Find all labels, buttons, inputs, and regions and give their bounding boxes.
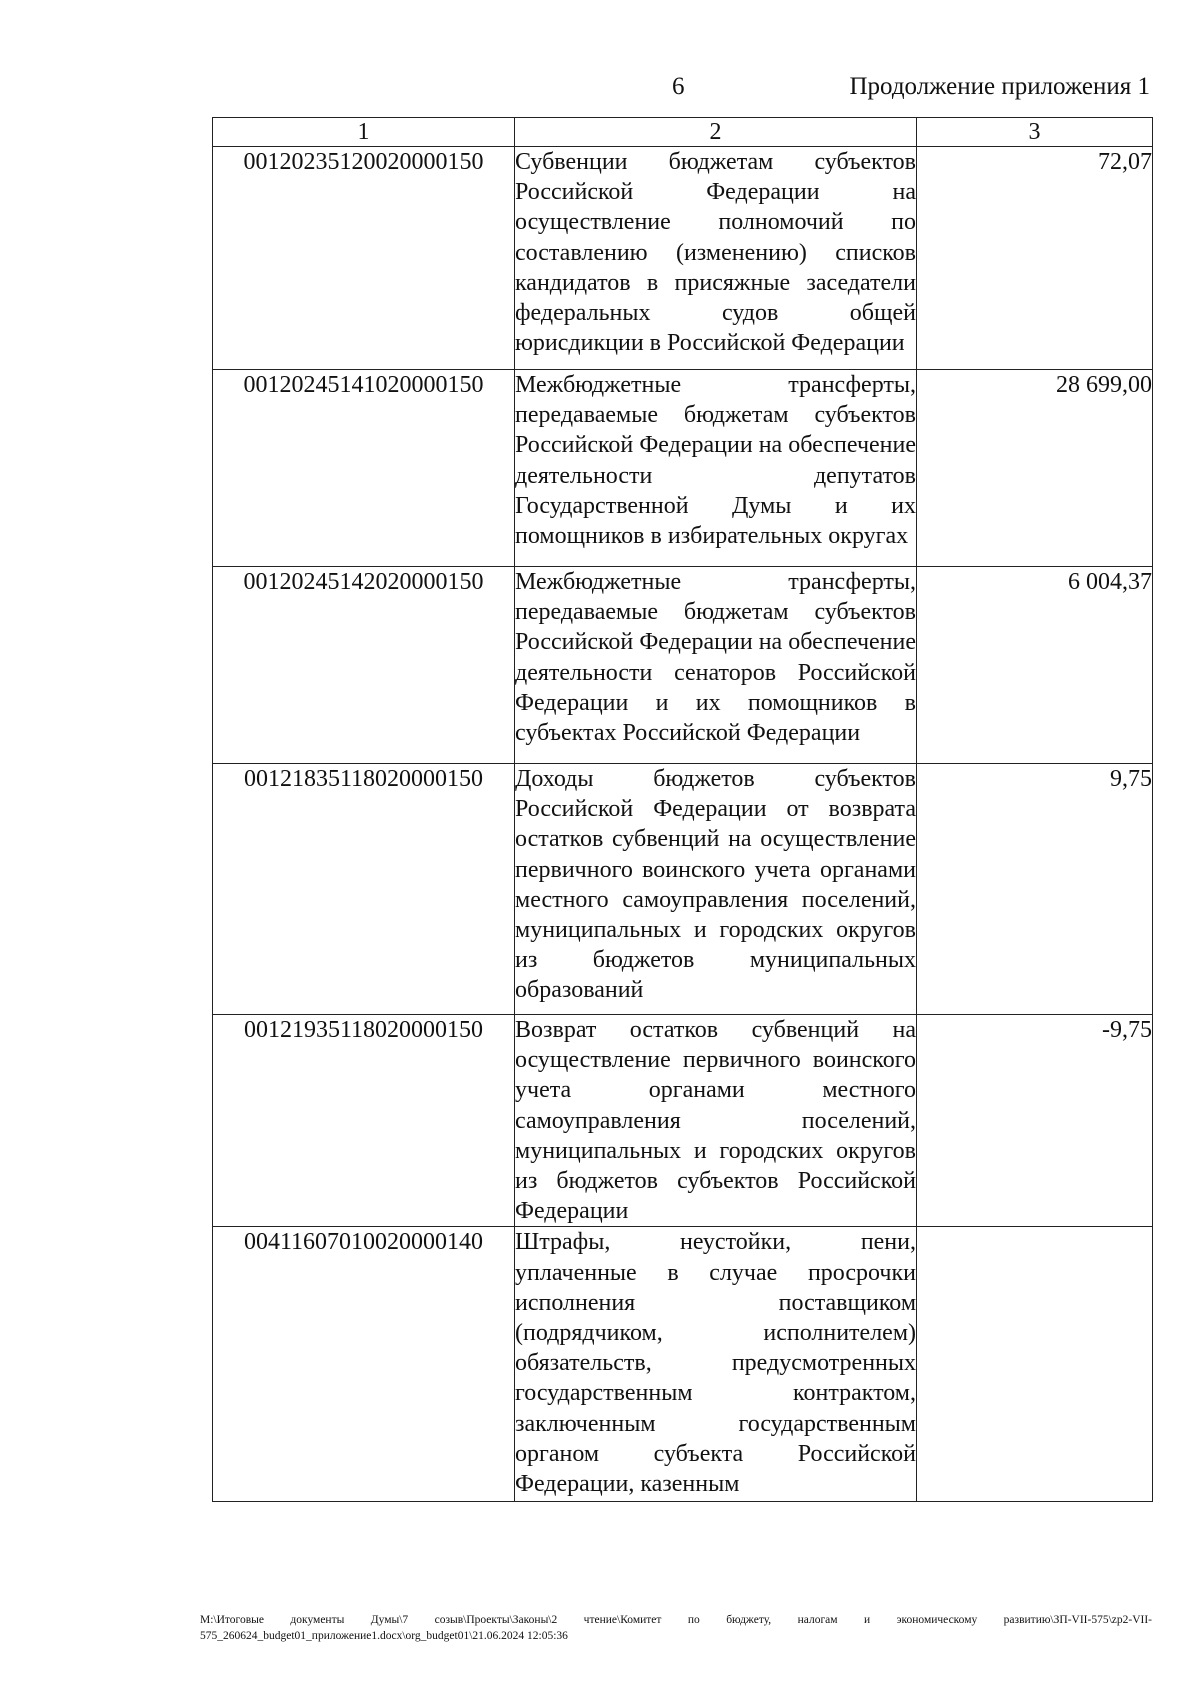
classification-code: 00120245141020000150 <box>213 370 515 567</box>
table-row <box>213 147 1153 370</box>
revenue-description: Межбюджетные трансферты, передаваемые бюджетам субъектов Российской Федерации на обеспечение деятельности сенаторов Российской Федерации и их помощников в субъектах Российской Федерации <box>515 567 917 764</box>
amount-cell <box>917 567 1153 764</box>
revenue-description: Возврат остатков субвенций на осуществление первичного воинского учета органами местного самоуправления поселений, муниципальных и городских округов из бюджетов субъектов Российской Федерации <box>515 1015 917 1227</box>
column-number-row <box>213 118 1153 147</box>
table-row <box>213 370 1153 567</box>
amount-cell <box>917 370 1153 567</box>
column-header-code: 1 <box>213 118 515 147</box>
table-row <box>213 764 1153 1015</box>
amount-value: 6 004,37 <box>1068 569 1152 595</box>
amount-value: 72,07 <box>1098 149 1152 175</box>
file-path-line: 575_260624_budget01_приложение1.docx\org_budget01\21.06.2024 12:05:36 <box>200 1630 568 1642</box>
classification-code: 00120235120020000150 <box>213 147 515 370</box>
amount-value: 9,75 <box>1110 766 1152 792</box>
classification-code: 00120245142020000150 <box>213 567 515 764</box>
classification-code: 00121835118020000150 <box>213 764 515 1015</box>
classification-code: 00121935118020000150 <box>213 1015 515 1227</box>
file-path-footer <box>200 1612 1152 1644</box>
amount-cell <box>917 147 1153 370</box>
page-number: 6 <box>672 73 685 100</box>
classification-code: 00411607010020000140 <box>213 1227 515 1502</box>
revenue-description: Межбюджетные трансферты, передаваемые бюджетам субъектов Российской Федерации на обеспечение деятельности депутатов Государственной Думы и их помощников в избирательных округах <box>515 370 917 567</box>
table-row <box>213 1227 1153 1502</box>
table-row <box>213 567 1153 764</box>
column-header-amount: 3 <box>917 118 1153 147</box>
amount-cell <box>917 764 1153 1015</box>
revenue-description: Штрафы, неустойки, пени, уплаченные в случае просрочки исполнения поставщиком (подрядчиком, исполнителем) обязательств, предусмотренных государственным контрактом, заключенным государственным органом субъекта Российской Федерации, казенным <box>515 1227 917 1502</box>
amount-value: -9,75 <box>1102 1017 1152 1043</box>
amount-cell <box>917 1227 1153 1502</box>
table-row <box>213 1015 1153 1227</box>
revenue-description: Доходы бюджетов субъектов Российской Федерации от возврата остатков субвенций на осуществление первичного воинского учета органами местного самоуправления поселений, муниципальных и городских округов из бюджетов муниципальных образований <box>515 764 917 1015</box>
amount-cell <box>917 1015 1153 1227</box>
revenue-description: Субвенции бюджетам субъектов Российской Федерации на осуществление полномочий по составлению (изменению) списков кандидатов в присяжные заседатели федеральных судов общей юрисдикции в Российской Федерации <box>515 147 917 370</box>
continuation-label: Продолжение приложения 1 <box>849 73 1150 100</box>
column-header-description: 2 <box>515 118 917 147</box>
file-path-line: M:\Итоговые документы Думы\7 созыв\Проекты\Законы\2 чтение\Комитет по бюджету, налогам и экономическому развитию\ЗП-VII-575\zp2-VII- <box>200 1614 1152 1626</box>
amount-value: 28 699,00 <box>1056 372 1152 398</box>
budget-table <box>212 117 1153 1502</box>
